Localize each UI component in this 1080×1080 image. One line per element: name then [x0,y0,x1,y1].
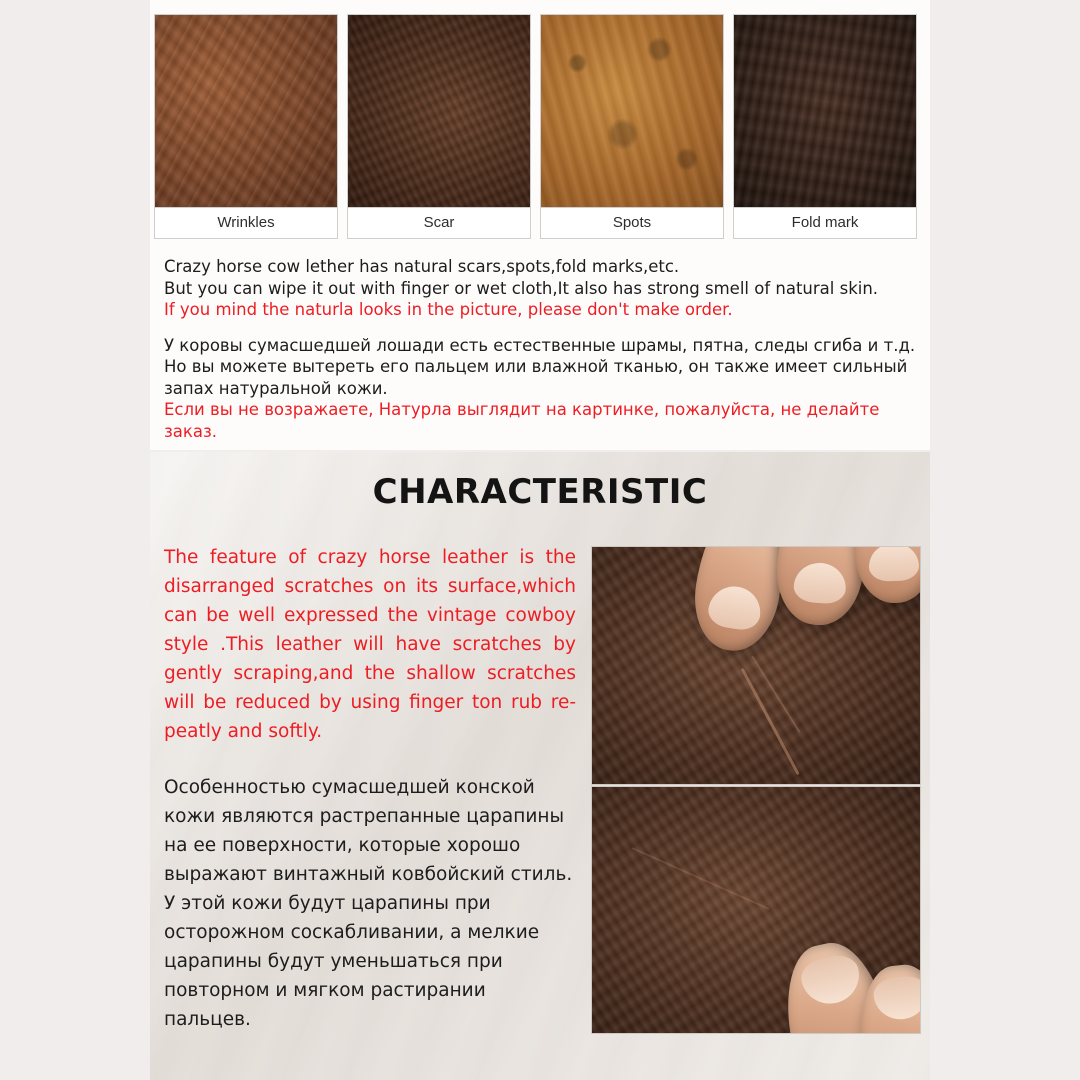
fingernail [872,974,921,1021]
swatch-caption: Fold mark [734,207,916,238]
text-spacer [164,321,916,335]
page-title: CHARACTERISTIC [372,472,708,512]
fingernail [798,952,864,1009]
swatch-card-spots [540,14,724,239]
swatch-card-wrinkles [154,14,338,239]
leather-features-panel [150,0,930,450]
notice-ru-line-2: Но вы можете вытереть его пальцем или влажной тканью, он также имеет сильный запах натуральной кожи. [164,357,908,398]
notice-en-line-2: But you can wipe it out with finger or wet cloth,It also has strong smell of natural skin. [164,278,879,298]
swatch-gallery [154,14,926,239]
leather-swatch-scar-icon [348,15,530,207]
swatch-card-scar [347,14,531,239]
swatch-caption: Spots [541,207,723,238]
characteristic-en-paragraph: The feature of crazy horse leather is the disarranged scratches on its surface,which can be well expressed the vintage cowboy style .This leather will have scratches by gently scraping,and the shallow scratches will be reduced by using finger ton rub re-peatly and softly. [164,547,576,742]
finger-scratching-leather-photo [591,546,921,785]
swatch-card-fold-mark [733,14,917,239]
notice-ru-warning: Если вы не возражаете, Натурла выглядит на картинке, пожалуйста, не делайте заказ. [164,400,880,441]
notice-en-line-1: Crazy horse cow lether has natural scars,spots,fold marks,etc. [164,257,680,276]
notice-ru-line-1: У коровы сумасшедшей лошади есть естественные шрамы, пятна, следы сгиба и т.д. [164,335,916,355]
leather-notice-text [164,256,916,442]
swatch-caption: Wrinkles [155,207,337,238]
fingernail [793,561,848,605]
characteristic-panel [150,452,930,1080]
swatch-caption: Scar [348,207,530,238]
leather-swatch-wrinkles-icon [155,15,337,207]
fingernail [706,583,764,633]
finger-rubbing-leather-photo [591,786,921,1034]
characteristic-text-column [164,543,576,1034]
fingernail [868,546,919,582]
leather-swatch-spots-icon [541,15,723,207]
notice-en-warning: If you mind the naturla looks in the picture, please don't make order. [164,300,733,319]
characteristic-ru-paragraph: Особенностью сумасшедшей конской кожи являются растрепанные царапины на ее поверхности, которые хорошо выражают винтажный ковбойский стиль. У этой кожи будут царапины при осторожном соскабливании, а мелкие царапины будут уменьшаться при повторном и мягком растирании пальцев. [164,777,573,1030]
leather-swatch-fold-mark-icon [734,15,916,207]
